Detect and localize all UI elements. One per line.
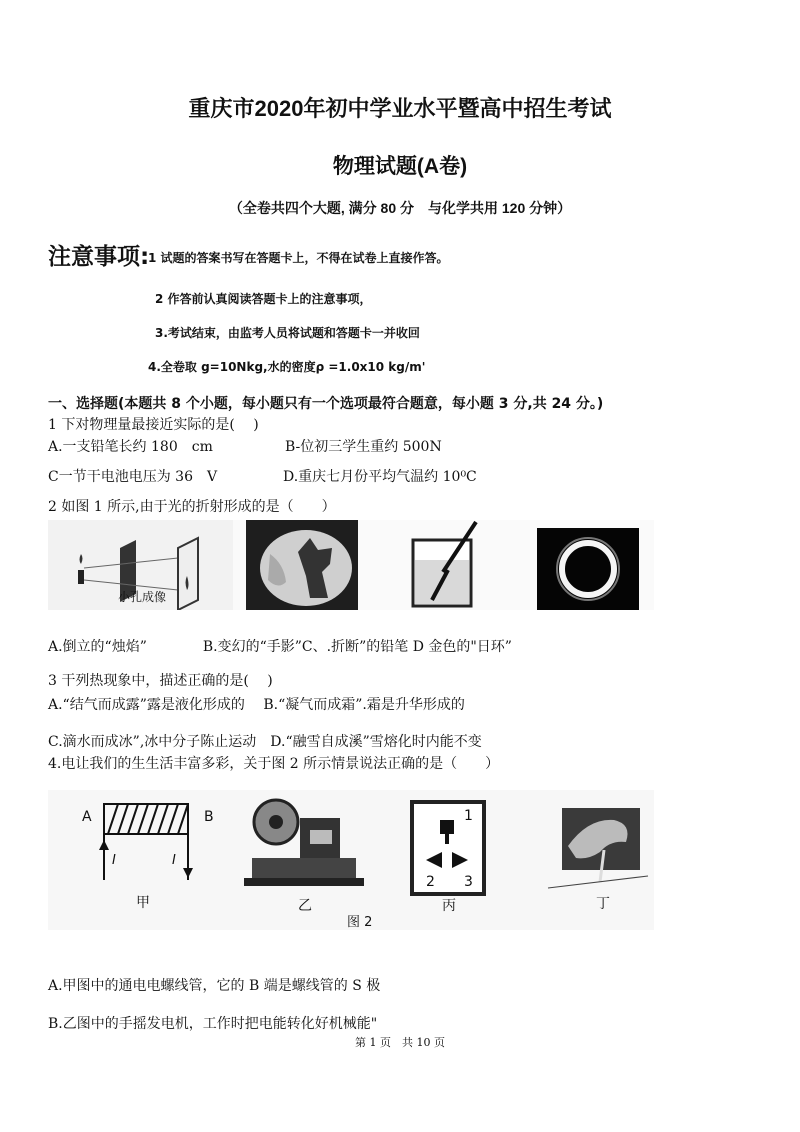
- current-label-left: I: [112, 853, 116, 868]
- question-3-options-ab: A.“结气而成露”露是液化形成的 B.“凝气而成霜”.霜是升华形成的: [48, 697, 465, 713]
- socket-hole-2-label: 2: [426, 874, 435, 890]
- notice-item-1: 1 试题的答案书写在答题卡上，不得在试卷上直接作答。: [148, 251, 449, 265]
- figure-2: [48, 790, 654, 930]
- exam-subtitle: 物理试题(A卷): [332, 155, 468, 178]
- solenoid-end-b-label: B: [204, 809, 214, 825]
- question-1-option-b: B-位初三学生重约 500N: [285, 439, 442, 455]
- solar-eclipse-ring-image: [537, 528, 639, 610]
- socket-image: [412, 802, 484, 914]
- figure-ding-label: 丁: [596, 896, 610, 912]
- question-4-stem: 4.电让我们的生生活丰富多彩，关于图 2 所示情景说法正确的是（ ）: [48, 756, 500, 772]
- pinhole-caption: 小孔成像: [118, 590, 167, 604]
- question-1-stem: 1 下对物理量最接近实际的是( ): [48, 417, 259, 433]
- question-2-stem: 2 如图 1 所示,由于光的折射形成的是（ ）: [48, 499, 336, 515]
- figure-bing-label: 丙: [442, 898, 456, 914]
- socket-hole-1-label: 1: [464, 808, 473, 824]
- question-2-options: A.倒立的“烛焰” B.变幻的“手影”C、.折断”的铅笔 D 金色的"日环”: [48, 639, 512, 655]
- question-1-option-a: A.一支铅笔长约 180 cm: [48, 439, 213, 455]
- section-title: 一、选择题(本题共 8 个小题，每小题只有一个选项最符合题意，每小题 3 分,共 24 分。): [48, 396, 604, 412]
- question-4-option-b: B.乙图中的手摇发电机，工作时把电能转化好机械能": [48, 1016, 378, 1032]
- figure-jia-label: 甲: [136, 895, 150, 911]
- exam-title: 重庆市2020年初中学业水平暨高中招生考试: [188, 96, 612, 121]
- question-4-option-a: A.甲图中的通电电螺线管，它的 B 端是螺线管的 S 极: [48, 978, 381, 994]
- pinhole-image: [48, 520, 233, 610]
- socket-hole-3-label: 3: [464, 874, 473, 890]
- hand-touch-wire-image: [548, 808, 648, 912]
- page-number: 第 1 页 共 10 页: [355, 1036, 445, 1049]
- hand-shadow-image: [246, 520, 358, 610]
- current-label-right: I: [172, 853, 176, 868]
- solenoid-diagram: [82, 804, 214, 911]
- question-1-option-c: C一节干电池电压为 36 V: [48, 469, 218, 485]
- solenoid-end-a-label: A: [82, 809, 92, 825]
- notice-item-4: 4.全卷取 g=10Nkg,水的密度ρ =1.0x10 kg/m': [148, 360, 426, 374]
- question-3-stem: 3 干列热现象中，描述正确的是( ): [48, 673, 273, 689]
- hand-generator-image: [244, 800, 364, 914]
- notice-item-3: 3.考试结束，由监考人员将试题和答题卡一并收回: [155, 326, 420, 340]
- figure-1: [48, 520, 654, 610]
- question-1-option-d: D.重庆七月份平均气温约 10⁰C: [283, 469, 477, 485]
- figure-2-caption: 图 2: [347, 915, 373, 930]
- question-3-options-cd: C.滴水而成冰”,冰中分子陈止运动 D.“融雪自成溪”雪熔化时内能不变: [48, 734, 482, 750]
- bent-pencil-image: [413, 522, 476, 606]
- notice-heading: 注意事项:: [48, 244, 150, 270]
- notice-item-2: 2 作答前认真阅读答题卡上的注意事项，: [155, 292, 372, 306]
- exam-info: （全卷共四个大题, 满分 80 分 与化学共用 120 分钟）: [228, 200, 572, 216]
- figure-yi-label: 乙: [298, 898, 312, 914]
